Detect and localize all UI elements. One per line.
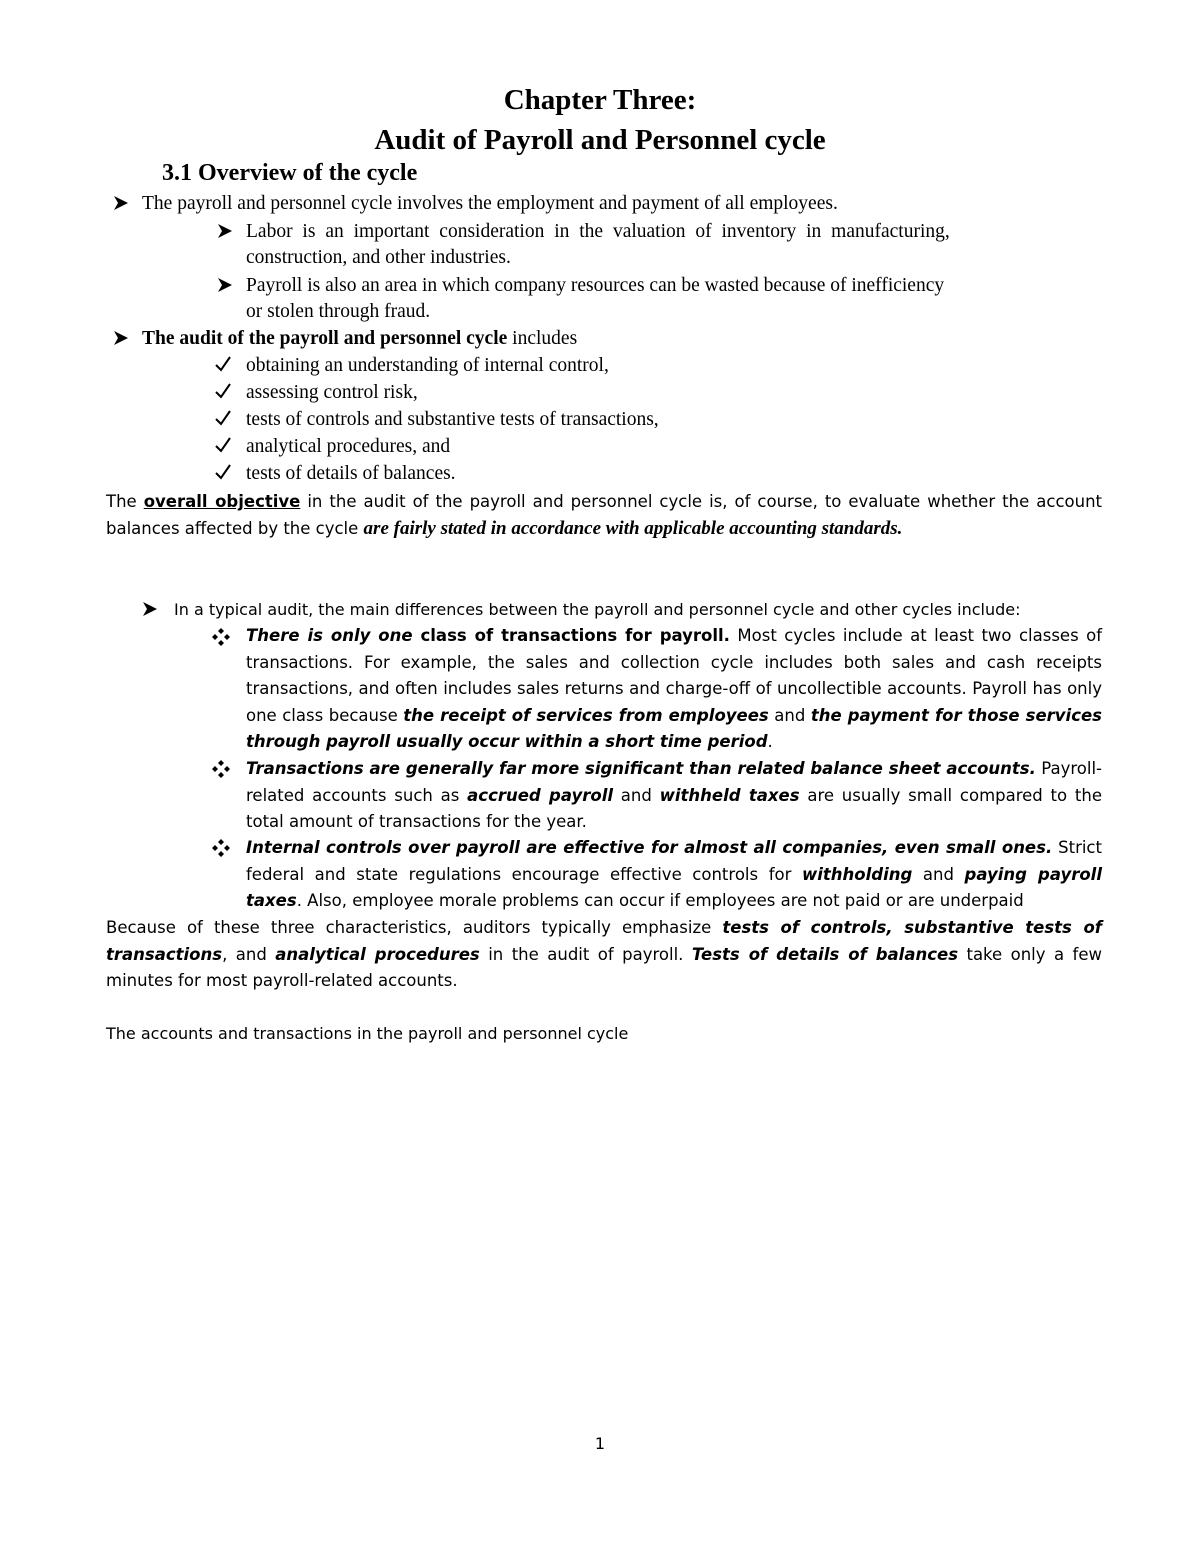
checkmark-icon xyxy=(214,409,236,431)
overview-sub1-line1: Labor is an important consideration in the valuation of inventory in manufacturing, xyxy=(246,221,950,242)
overview-main-text: The payroll and personnel cycle involves the employment and payment of all employees. xyxy=(142,193,838,214)
differences-intro: In a typical audit, the main differences between the payroll and personnel cycle and other cycles include: xyxy=(174,600,1021,619)
objective-text: in the audit of the payroll and personnel cycle is, of course, to evaluate whether the account balances affected by the cycle xyxy=(106,492,1102,538)
diamond-bullet-icon xyxy=(211,627,233,649)
difference-2-emph: withheld taxes xyxy=(659,785,800,805)
overview-sub2-line1: Payroll is also an area in which company resources can be wasted because of inefficiency xyxy=(246,275,945,296)
diamond-bullet-icon xyxy=(211,759,233,781)
emphasis-bold-italic: Tests of details of balances xyxy=(691,944,959,964)
emphasis-text: take only a few minutes for most payroll-related accounts. xyxy=(106,944,1102,990)
difference-1-bold: class of transactions for payroll. xyxy=(412,626,730,645)
difference-3-text: Strict federal and state regulations encourage effective controls for xyxy=(246,838,1102,884)
difference-2-text: are usually small compared to the total amount of transactions for the year. xyxy=(246,785,1102,831)
difference-3-lead: Internal controls over payroll are effective for almost all companies, even small ones. xyxy=(246,838,1053,857)
overview-sub2-line2: or stolen through fraud. xyxy=(246,301,431,322)
emphasis-paragraph xyxy=(106,915,1102,995)
objective-text: The xyxy=(106,492,144,511)
difference-2-emph: accrued payroll xyxy=(467,785,614,805)
checkmark-icon xyxy=(214,355,236,377)
difference-1-emph: the payment for those services through payroll usually occur within a short time period xyxy=(246,705,1102,751)
objective-paragraph xyxy=(106,489,1102,542)
difference-3-emph: paying payroll taxes xyxy=(246,864,1102,910)
audit-item: assessing control risk, xyxy=(246,382,418,403)
arrow-bullet-icon xyxy=(216,276,238,298)
audit-item: tests of controls and substantive tests of transactions, xyxy=(246,409,659,430)
difference-1-text: Most cycles include at least two classes of transactions. For example, the sales and collection cycle includes both sales and cash receipts transactions, and often includes sales returns and charge-off of uncollectible accounts. Payroll has only one class because xyxy=(246,626,1103,725)
difference-2-text: and xyxy=(613,785,660,805)
difference-3-text: and xyxy=(912,864,965,884)
difference-3-emph: withholding xyxy=(801,864,913,884)
emphasis-bold-italic: analytical procedures xyxy=(275,944,480,964)
emphasis-bold-italic: tests of controls, substantive tests of transactions xyxy=(106,918,1102,964)
diamond-bullet-icon xyxy=(211,838,233,860)
emphasis-text: Because of these three characteristics, auditors typically emphasize xyxy=(106,918,723,937)
emphasis-text: in the audit of payroll. xyxy=(479,944,692,964)
difference-1-text: . xyxy=(767,732,773,751)
chapter-subtitle: Audit of Payroll and Personnel cycle xyxy=(374,124,826,156)
checkmark-icon xyxy=(214,382,236,404)
audit-includes-heading xyxy=(142,326,577,352)
section-heading: 3.1 Overview of the cycle xyxy=(162,160,418,186)
difference-2-text: Payroll-related accounts such as xyxy=(246,759,1102,805)
difference-3 xyxy=(246,835,1102,915)
accounts-line: The accounts and transactions in the payroll and personnel cycle xyxy=(106,1024,629,1043)
difference-1 xyxy=(246,623,1102,756)
difference-2-lead: Transactions are generally far more significant than related balance sheet accounts. xyxy=(246,759,1036,778)
checkmark-icon xyxy=(214,463,236,485)
objective-underlined: overall objective xyxy=(143,492,301,511)
page-number: 1 xyxy=(594,1434,606,1453)
objective-bold-italic: are fairly stated in accordance with applicable accounting standards. xyxy=(363,517,903,539)
arrow-bullet-icon xyxy=(112,194,134,216)
difference-3-text: . Also, employee morale problems can occur if employees are not paid or are underpaid xyxy=(296,891,1024,910)
audit-item: tests of details of balances. xyxy=(246,463,456,484)
checkmark-icon xyxy=(214,436,236,458)
audit-includes-rest: includes xyxy=(507,328,578,349)
emphasis-text: , and xyxy=(222,944,276,964)
difference-1-emph: the receipt of services from employees xyxy=(403,705,769,725)
chapter-title: Chapter Three: xyxy=(503,84,697,116)
difference-1-lead: There is only one xyxy=(246,626,413,645)
arrow-bullet-icon xyxy=(216,222,238,244)
arrow-bullet-icon xyxy=(141,600,163,622)
arrow-bullet-icon xyxy=(112,329,134,351)
overview-sub1-line2: construction, and other industries. xyxy=(246,247,511,268)
audit-includes-bold: The audit of the payroll and personnel cycle xyxy=(142,328,508,349)
difference-2 xyxy=(246,756,1102,836)
audit-item: analytical procedures, and xyxy=(246,436,451,457)
difference-1-text: and xyxy=(768,705,811,725)
audit-item: obtaining an understanding of internal control, xyxy=(246,355,609,376)
